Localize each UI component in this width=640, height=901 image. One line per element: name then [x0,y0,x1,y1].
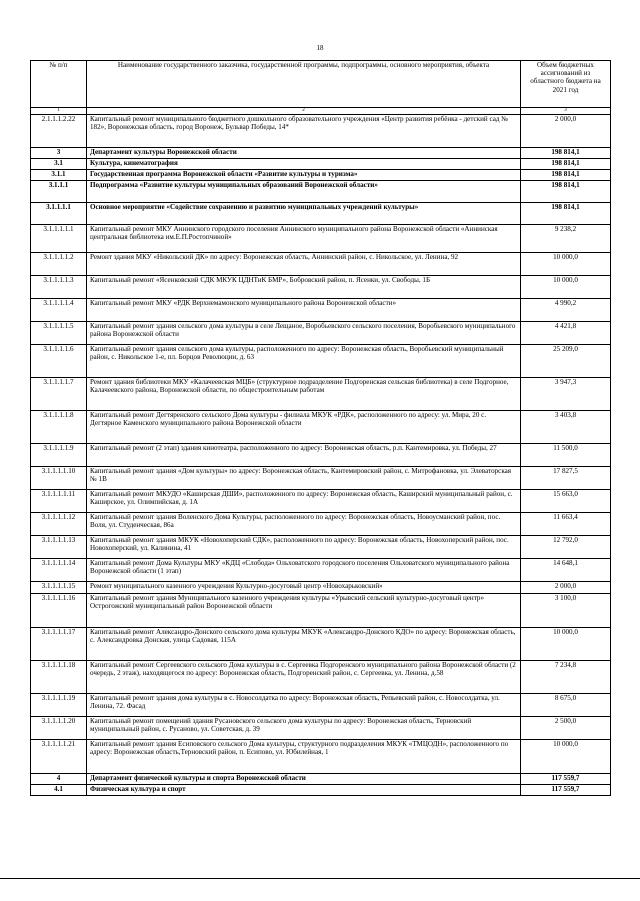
row-name: Департамент культуры Воронежской области [87,148,521,159]
row-amount: 4 990,2 [521,299,611,322]
row-name: Капитальный ремонт помещений здания Русановского сельского дома культуры по адресу: Воронежская область, Терновский муниципальный район, с. Русаново, ул. Советская, д. 39 [87,717,521,740]
header-amount: Объем бюджетных ассигнований из областного бюджета на 2021 год [521,61,611,108]
row-name: Капитальный ремонт Александро-Донского сельского дома культуры МКУК «Александро-Донского КДО» по адресу: Воронежская область, с. Александровка Донская, улица Садовая, 115А [87,628,521,661]
row-number: 3.1.1 [31,170,87,181]
row-number: 2.1.1.1.2.22 [31,115,87,148]
table-row [31,740,611,774]
row-amount: 2 000,0 [521,115,611,148]
page-number: 18 [316,44,324,52]
row-name: Капитальный ремонт МКУ Аннинского городского поселения Аннинского муниципального района Воронежской области «Аннинская центральная библиотека им.Е.П.Ростопчиной» [87,225,521,253]
row-name: Капитальный ремонт здания сельского дома культуры, расположенного по адресу: Воронежская область, Воробьевский муниципальный район, с. Никольское 1-е, пл. Борцов Революции, д. 63 [87,345,521,378]
column-number-1: 1 [31,108,87,115]
table-row [31,661,611,694]
row-number: 3.1.1.1.1.17 [31,628,87,661]
row-name: Основное мероприятие «Содействие сохранению и развитию муниципальных учреждений культуры» [87,203,521,225]
row-name: Капитальный ремонт МКУ «РДК Верхнемамонского муниципального района Воронежской области» [87,299,521,322]
row-number: 3.1.1.1.1.10 [31,467,87,490]
table-row [31,170,611,181]
row-name: Капитальный ремонт здания Муниципального казенного учреждения культуры «Урывский сельский культурно-досуговый центр» Острогожский муниципальный район Воронежской области [87,594,521,628]
row-amount: 7 234,8 [521,661,611,694]
row-number: 3.1.1.1.1.4 [31,299,87,322]
table-row [31,203,611,225]
row-number: 3.1.1.1.1.8 [31,411,87,444]
row-amount: 10 000,0 [521,628,611,661]
row-name: Капитальный ремонт здания Есиповского сельского Дома культуры, структурного подразделения МКУК «ТМЦОДН», расположенного по адресу: Воронежская область,Терновский район, п. Есипово, ул. Юбилейная, 1 [87,740,521,774]
row-name: Капитальный ремонт здания Воленского Дома Культуры, расположенного по адресу: Воронежская область, Новоусманский район, пос. Воля, ул. Студенческая, 86а [87,513,521,536]
row-number: 3.1.1.1.1.21 [31,740,87,774]
table-row [31,559,611,582]
row-name: Физическая культура и спорт [87,785,521,796]
row-number: 3.1.1.1.1.14 [31,559,87,582]
table-row [31,159,611,170]
row-name: Капитальный ремонт здания сельского дома культуры в селе Лещаное, Воробьевского сельского поселения, Воробьевского муниципального района Воронежской области [87,322,521,345]
row-amount: 3 100,0 [521,594,611,628]
row-amount: 198 814,1 [521,170,611,181]
table-row [31,378,611,411]
row-name: Капитальный ремонт муниципального бюджетного дошкольного образовательного учреждения «Центр развития ребёнка - детский сад № 182», Воронежская область, город Воронеж, Бульвар Победы, 14* [87,115,521,148]
table-row [31,694,611,717]
row-number: 3.1.1.1.1.18 [31,661,87,694]
table-row [31,299,611,322]
row-number: 3.1.1.1.1.16 [31,594,87,628]
row-amount: 198 814,1 [521,181,611,203]
table-row [31,594,611,628]
row-name: Культура, кинематография [87,159,521,170]
table-header-row [31,61,611,108]
row-number: 4 [31,774,87,785]
row-name: Капитальный ремонт Дегтяренского сельского Дома культуры - филиала МКУК «РДК», расположенного по адресу: ул. Мира, 20 с. Дегтярное Каменского муниципального района Воронежской области [87,411,521,444]
table-row [31,536,611,559]
table-row [31,115,611,148]
row-amount: 3 947,3 [521,378,611,411]
budget-table [30,60,611,796]
row-amount: 15 663,0 [521,490,611,513]
row-number: 3.1.1.1.1 [31,203,87,225]
row-amount: 17 827,5 [521,467,611,490]
table-row [31,148,611,159]
table-row [31,582,611,594]
row-name: Ремонт муниципального казенного учреждения Культурно-досуговый центр «Новохарьковский» [87,582,521,594]
row-amount: 11 500,0 [521,444,611,467]
row-amount: 2 500,0 [521,717,611,740]
row-amount: 198 814,1 [521,203,611,225]
row-number: 3.1.1.1.1.20 [31,717,87,740]
row-amount: 198 814,1 [521,148,611,159]
header-number: № п/п [31,61,87,108]
table-row [31,467,611,490]
row-amount: 8 675,0 [521,694,611,717]
row-amount: 198 814,1 [521,159,611,170]
row-amount: 10 000,0 [521,276,611,299]
row-name: Капитальный ремонт здания дома культуры в с. Новосолдатка по адресу: Воронежская область, Репьевский район, с. Новосолдатка, ул. Ленина, 72. Фасад [87,694,521,717]
table-row [31,181,611,203]
table-row [31,322,611,345]
row-number: 3.1.1.1.1.11 [31,490,87,513]
row-name: Капитальный ремонт (2 этап) здания кинотеатра, расположенного по адресу: Воронежская область, р.п. Кантемировка, ул. Победы, 27 [87,444,521,467]
row-amount: 10 000,0 [521,740,611,774]
row-name: Капитальный ремонт Сергеевского сельского Дома культуры в с. Сергеевка Подгоренского муниципального района Воронежской области (2 очередь, 2 этаж), находящегося по адресу: Воронежская область, Подгоренский район, с. Сергеевка, ул. Ленина, д.58 [87,661,521,694]
row-name: Ремонт здания библиотеки МКУ «Калачеевская МЦБ» (структурное подразделение Подгоренская сельская библиотека) в селе Подгорное, Калачеевского района, Воронежской области, по общестроительным работам [87,378,521,411]
row-number: 3.1.1.1.1.13 [31,536,87,559]
row-amount: 2 000,0 [521,582,611,594]
row-name: Капитальный ремонт здания МКУК «Новохоперский СДК», расположенного по адресу: Воронежская область, Новохоперский район, пос. Новохоперский, ул. Калинина, 41 [87,536,521,559]
row-amount: 11 663,4 [521,513,611,536]
bottom-rule [0,878,640,879]
header-name: Наименование государственного заказчика, государственной программы, подпрограммы, основного мероприятия, объекта [87,61,521,108]
table-row [31,628,611,661]
row-number: 3.1.1.1.1.7 [31,378,87,411]
row-name: Государственная программа Воронежской области «Развитие культуры и туризма» [87,170,521,181]
table-row [31,276,611,299]
table-body [31,115,611,796]
row-name: Департамент физической культуры и спорта Воронежской области [87,774,521,785]
column-number-3: 3 [521,108,611,115]
table-row [31,785,611,796]
row-amount: 14 648,1 [521,559,611,582]
table-row [31,490,611,513]
row-number: 3 [31,148,87,159]
row-name: Капитальный ремонт здания «Дом культуры» по адресу: Воронежская область, Кантемировский район, с. Митрофановка, ул. Элеваторская № 1В [87,467,521,490]
row-number: 3.1.1.1.1.6 [31,345,87,378]
row-amount: 12 792,0 [521,536,611,559]
row-amount: 3 403,8 [521,411,611,444]
row-name: Подпрограмма «Развитие культуры муниципальных образований Воронежской области» [87,181,521,203]
table-row [31,513,611,536]
table-row [31,717,611,740]
row-amount: 4 421,8 [521,322,611,345]
row-name: Капитальный ремонт Дома Культуры МКУ «КДЦ «Слобода» Ольховатского городского поселения Ольховатского муниципального района Воронежской области (1 этап) [87,559,521,582]
row-number: 3.1.1.1.1.2 [31,253,87,276]
row-number: 4.1 [31,785,87,796]
row-amount: 25 209,0 [521,345,611,378]
table-row [31,253,611,276]
row-amount: 9 238,2 [521,225,611,253]
row-amount: 10 000,0 [521,253,611,276]
column-number-2: 2 [87,108,521,115]
row-name: Капитальный ремонт «Ясенковский СДК МКУК ЦДНТиК БМР», Бобровский район, п. Ясенки, ул. Свободы, 1Б [87,276,521,299]
row-amount: 117 559,7 [521,785,611,796]
table-row [31,411,611,444]
row-name: Капитальный ремонт МКУДО «Каширская ДШИ», расположенного по адресу: Воронежская область, Каширский муниципальный район, с. Каширское, ул. Олимпийская, д. 1А [87,490,521,513]
table-row [31,225,611,253]
row-number: 3.1.1.1.1.5 [31,322,87,345]
table-row [31,345,611,378]
row-number: 3.1.1.1.1.9 [31,444,87,467]
row-number: 3.1.1.1 [31,181,87,203]
row-amount: 117 559,7 [521,774,611,785]
row-number: 3.1.1.1.1.3 [31,276,87,299]
row-number: 3.1.1.1.1.15 [31,582,87,594]
table-row [31,444,611,467]
row-name: Ремонт здания МКУ «Никольский ДК» по адресу: Воронежская область, Аннинский район, с. Никольское, ул. Ленина, 92 [87,253,521,276]
row-number: 3.1.1.1.1.12 [31,513,87,536]
row-number: 3.1.1.1.1.19 [31,694,87,717]
row-number: 3.1 [31,159,87,170]
table-row [31,774,611,785]
row-number: 3.1.1.1.1.1 [31,225,87,253]
column-number-row [31,108,611,115]
